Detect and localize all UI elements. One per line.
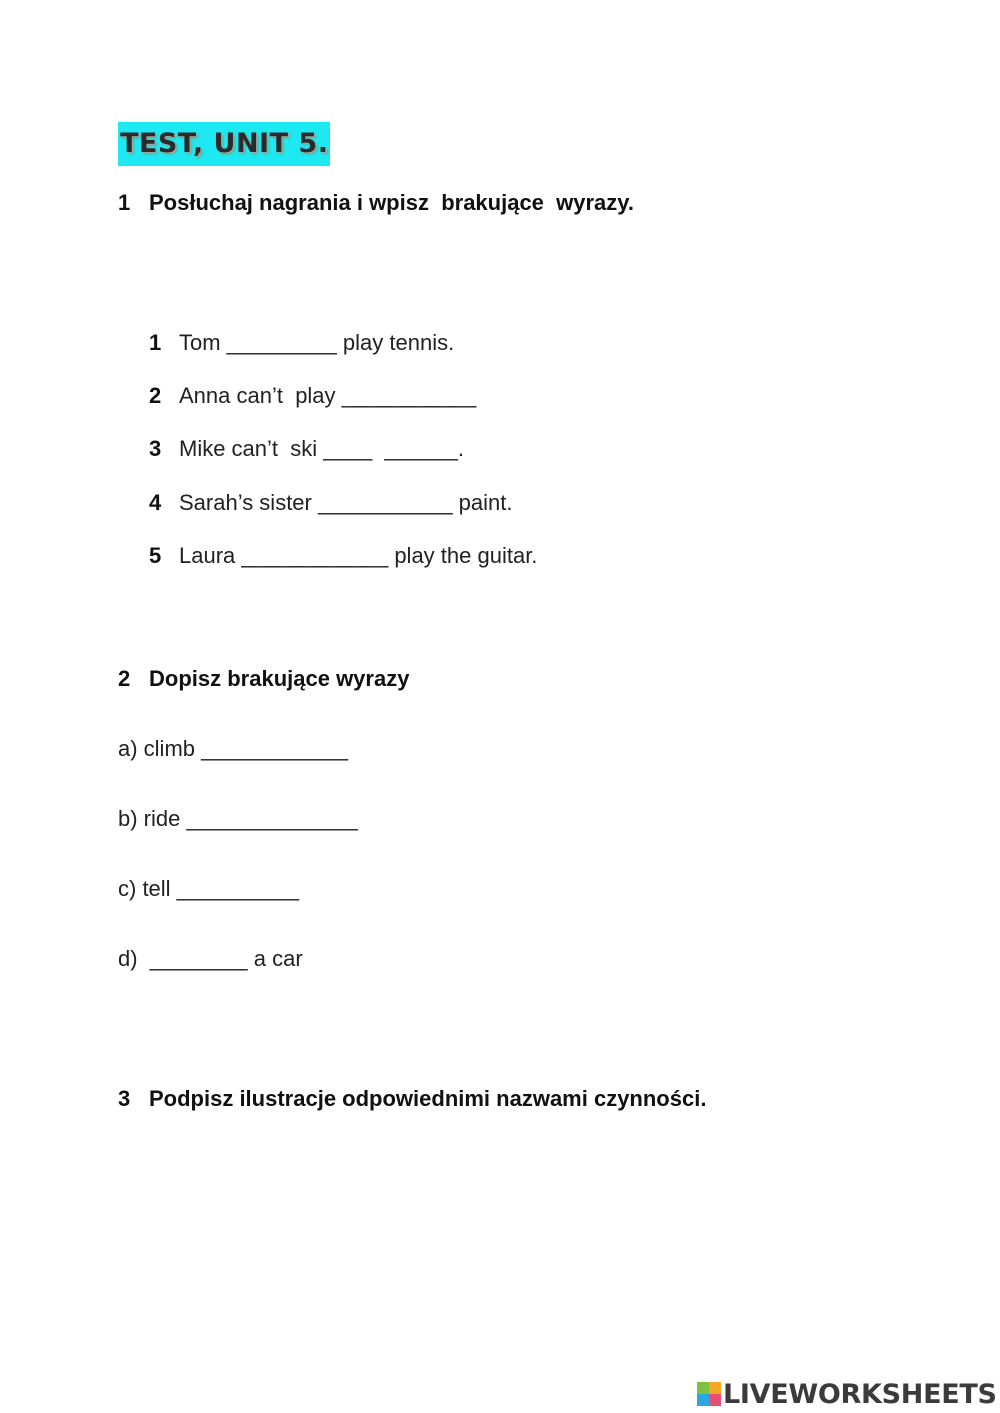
item-number: 3 <box>149 436 162 461</box>
worksheet-title: TEST, UNIT 5. <box>118 122 330 166</box>
section-number: 3 <box>118 1086 131 1111</box>
item-number: 5 <box>149 543 162 568</box>
list-item <box>149 383 476 409</box>
section-number: 1 <box>118 190 131 215</box>
item-text: Mike can’t ski ____ ______. <box>179 436 464 461</box>
item-text: Anna can’t play ___________ <box>179 383 477 408</box>
item-number: 2 <box>149 383 162 408</box>
logo-square-icon <box>697 1394 709 1406</box>
list-item: a) climb ____________ <box>118 736 348 761</box>
section-instruction: Podpisz ilustracje odpowiednimi nazwami czynności. <box>149 1086 707 1111</box>
item-text: Laura ____________ play the guitar. <box>179 543 538 568</box>
section-2-heading <box>118 666 409 692</box>
item-text: Tom _________ play tennis. <box>179 330 455 355</box>
list-item <box>149 543 537 569</box>
logo-square-icon <box>697 1382 709 1394</box>
logo-mark-icon <box>697 1382 721 1406</box>
liveworksheets-logo[interactable] <box>697 1378 997 1410</box>
item-number: 4 <box>149 490 162 515</box>
list-item: b) ride ______________ <box>118 806 358 831</box>
list-item: c) tell __________ <box>118 876 300 901</box>
section-instruction: Dopisz brakujące wyrazy <box>149 666 410 691</box>
list-item: d) ________ a car <box>118 946 303 971</box>
section-instruction: Posłuchaj nagrania i wpisz brakujące wyrazy. <box>149 190 634 215</box>
section-3-heading <box>118 1086 706 1112</box>
section-1-heading <box>118 190 634 216</box>
item-number: 1 <box>149 330 162 355</box>
list-item <box>149 436 464 462</box>
logo-text: LIVEWORKSHEETS <box>723 1378 997 1410</box>
item-text: Sarah’s sister ___________ paint. <box>179 490 513 515</box>
list-item <box>149 490 513 516</box>
section-number: 2 <box>118 666 131 691</box>
logo-square-icon <box>709 1382 721 1394</box>
logo-square-icon <box>709 1394 721 1406</box>
list-item <box>149 330 454 356</box>
